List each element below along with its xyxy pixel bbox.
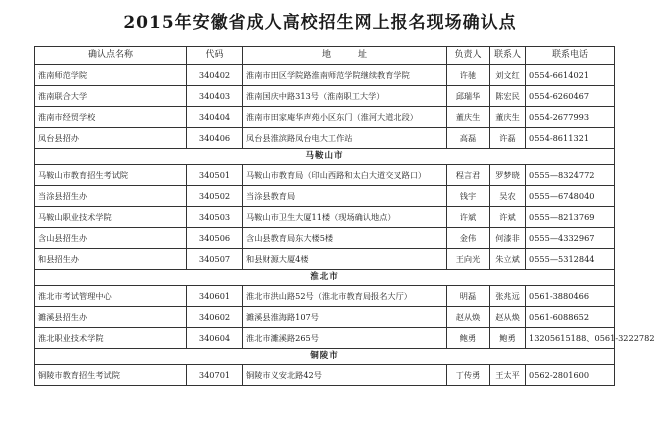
point-contact: 罗梦晓	[490, 165, 526, 186]
point-name: 淮南联合大学	[35, 86, 187, 107]
point-code: 340701	[187, 365, 243, 386]
table-row	[35, 328, 615, 349]
section-name: 马鞍山市	[35, 149, 615, 165]
point-contact: 赵从焕	[490, 307, 526, 328]
point-name: 马鞍山市教育招生考试院	[35, 165, 187, 186]
point-phone: 0554-6260467	[526, 86, 615, 107]
point-head: 金伟	[447, 228, 490, 249]
section-name: 铜陵市	[35, 349, 615, 365]
table-row	[35, 307, 615, 328]
column-header: 负责人	[447, 47, 490, 65]
point-name: 含山县招生办	[35, 228, 187, 249]
point-contact: 朱立斌	[490, 249, 526, 270]
table-row	[35, 249, 615, 270]
section-name: 淮北市	[35, 270, 615, 286]
table-row	[35, 186, 615, 207]
table-row	[35, 207, 615, 228]
table-row	[35, 65, 615, 86]
column-header: 确认点名称	[35, 47, 187, 65]
point-phone: 0555—5312844	[526, 249, 615, 270]
point-phone: 0554-6614021	[526, 65, 615, 86]
point-address: 淮北市濉溪路265号	[243, 328, 447, 349]
point-address: 马鞍山市卫生大厦11楼（现场确认地点）	[243, 207, 447, 228]
point-address: 淮南国庆中路313号（淮南职工大学）	[243, 86, 447, 107]
point-code: 340404	[187, 107, 243, 128]
point-name: 淮南师范学院	[35, 65, 187, 86]
point-contact: 董庆生	[490, 107, 526, 128]
section-header-row	[35, 270, 615, 286]
point-address: 凤台县淮滨路凤台电大工作站	[243, 128, 447, 149]
point-name: 和县招生办	[35, 249, 187, 270]
point-code: 340502	[187, 186, 243, 207]
table-row	[35, 86, 615, 107]
point-address: 濉溪县淮海路107号	[243, 307, 447, 328]
column-header: 代码	[187, 47, 243, 65]
point-address: 淮北市洪山路52号（淮北市教育局报名大厅）	[243, 286, 447, 307]
point-head: 赵从焕	[447, 307, 490, 328]
column-header: 联系人	[490, 47, 526, 65]
point-head: 许驰	[447, 65, 490, 86]
point-code: 340601	[187, 286, 243, 307]
point-contact: 吴农	[490, 186, 526, 207]
table-row	[35, 365, 615, 386]
point-phone: 13205615188、0561-3222782	[526, 328, 615, 349]
table-row	[35, 286, 615, 307]
table-header-row	[35, 47, 615, 65]
point-name: 铜陵市教育招生考试院	[35, 365, 187, 386]
point-head: 鲍勇	[447, 328, 490, 349]
point-address: 淮南市田区学院路淮南师范学院继续教育学院	[243, 65, 447, 86]
point-phone: 0555—8213769	[526, 207, 615, 228]
point-head: 许斌	[447, 207, 490, 228]
point-head: 丁传勇	[447, 365, 490, 386]
point-code: 340602	[187, 307, 243, 328]
point-contact: 何漆非	[490, 228, 526, 249]
point-code: 340402	[187, 65, 243, 86]
page-title: 2015年安徽省成人高校招生网上报名现场确认点	[123, 13, 517, 33]
point-phone: 0561-3880466	[526, 286, 615, 307]
point-phone: 0555—8324772	[526, 165, 615, 186]
column-header: 联系电话	[526, 47, 615, 65]
point-address: 当涂县教育局	[243, 186, 447, 207]
point-phone: 0555—6748040	[526, 186, 615, 207]
point-name: 凤台县招办	[35, 128, 187, 149]
point-phone: 0554-8611321	[526, 128, 615, 149]
section-header-row	[35, 349, 615, 365]
point-address: 铜陵市义安北路42号	[243, 365, 447, 386]
point-code: 340403	[187, 86, 243, 107]
point-head: 钱宇	[447, 186, 490, 207]
table-row	[35, 228, 615, 249]
table-row	[35, 107, 615, 128]
point-head: 高磊	[447, 128, 490, 149]
point-name: 马鞍山职业技术学院	[35, 207, 187, 228]
point-contact: 刘文红	[490, 65, 526, 86]
point-contact: 王太平	[490, 365, 526, 386]
point-address: 含山县教育局东大楼5楼	[243, 228, 447, 249]
point-name: 淮南市经贸学校	[35, 107, 187, 128]
point-phone: 0554-2677993	[526, 107, 615, 128]
point-name: 当涂县招生办	[35, 186, 187, 207]
point-address: 马鞍山市教育局（印山西路和太白大道交叉路口）	[243, 165, 447, 186]
point-phone: 0555—4332967	[526, 228, 615, 249]
point-phone: 0562-2801600	[526, 365, 615, 386]
point-head: 王向光	[447, 249, 490, 270]
point-head: 明磊	[447, 286, 490, 307]
point-contact: 陈宏民	[490, 86, 526, 107]
point-code: 340503	[187, 207, 243, 228]
point-name: 濉溪县招生办	[35, 307, 187, 328]
point-contact: 许磊	[490, 128, 526, 149]
column-header: 地 址	[243, 47, 447, 65]
point-name: 淮北职业技术学院	[35, 328, 187, 349]
point-name: 淮北市考试管理中心	[35, 286, 187, 307]
point-contact: 张兆远	[490, 286, 526, 307]
point-head: 董庆生	[447, 107, 490, 128]
point-code: 340406	[187, 128, 243, 149]
table-row	[35, 165, 615, 186]
point-code: 340501	[187, 165, 243, 186]
point-code: 340604	[187, 328, 243, 349]
point-head: 邱瑞华	[447, 86, 490, 107]
point-contact: 许斌	[490, 207, 526, 228]
confirmation-points-table	[34, 46, 655, 386]
point-contact: 鲍勇	[490, 328, 526, 349]
point-address: 淮南市田家庵华声苑小区东门（淮河大道北段）	[243, 107, 447, 128]
point-address: 和县财源大厦4楼	[243, 249, 447, 270]
point-code: 340507	[187, 249, 243, 270]
point-head: 程言君	[447, 165, 490, 186]
point-code: 340506	[187, 228, 243, 249]
point-phone: 0561-6088652	[526, 307, 615, 328]
section-header-row	[35, 149, 615, 165]
table-row	[35, 128, 615, 149]
